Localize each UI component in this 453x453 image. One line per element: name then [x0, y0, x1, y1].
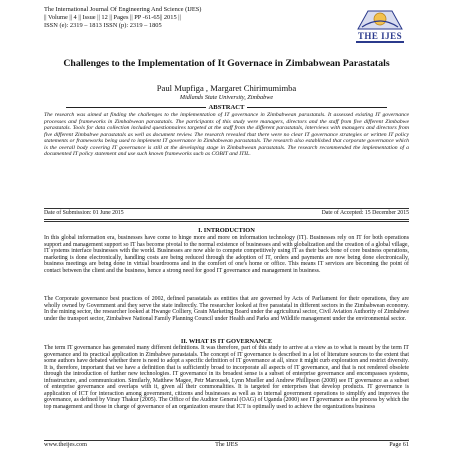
paper-authors: Paul Mupfiga , Margaret Chirimumimba	[156, 83, 297, 93]
footer-page-number: Page 61	[389, 441, 409, 448]
paper-affiliation: Midlands State University, Zimbabwe	[179, 94, 274, 101]
dates-top-divider	[44, 208, 409, 209]
dates-divider-2	[44, 221, 409, 222]
intro-paragraph-2: The Corporate governance best practices of 2002, defined parastatals as entities that are governed by Acts of Parliament for their operations, they are wholly owned by Government and they serve the state indirectly. The researcher looked at five parastatal in different sectors in the Zimbabwean economy. In the mining sector, the researcher looked at Hwange Colliery, Grain Marketing Board under the agricultural sector, Civil Aviation Authority of Zimbabwe under the transport sector, Zimbabwe National Family Planning Council under Health and Parks and Wildlife management under the environmental sector.	[44, 296, 409, 322]
footer-journal: The IJES	[215, 441, 238, 448]
abstract-heading-text: ABSTRACT	[208, 104, 245, 111]
intro-paragraph-1: In this global information era, businesses have come to hinge more and more on information technology (IT). Businesses rely on IT for both operations support and management support so IT has become pivotal to the normal existence of businesses and with globalization and the creation of a global village, IT systems interface businesses with the world. Businesses are now able to compete competitively using IT as their back bone of core business operations, marketing is done electronically, handling costs are being reduced through the adoption of IT, orders and payments are now being done electronically, business meetings are being done in virtual boardrooms and in the comfort of one's home or office. This means IT services are becoming the point of contact between the client and the business, hence a strong need for good IT governance and management in business.	[44, 235, 409, 274]
abstract-rule-left	[66, 107, 206, 108]
abstract-rule-right	[247, 107, 387, 108]
journal-header	[44, 6, 344, 30]
journal-name: The International Journal Of Engineering And Science (IJES)	[44, 6, 202, 13]
volume-info: || Volume || 4 || Issue || 12 || Pages || PP -61-65|| 2015 ||	[44, 14, 181, 21]
abstract-text: The research was aimed at finding the challenges to the implementation of IT governance in Zimbabwean parastatals. It assessed existing IT governance processes and frameworks in Zimbabwean parastatals. The participants of this study were managers, directors and the staff from five different Zimbabwe parastatals. Tools for data collection included questionnaires targeted at the staff from the different parastatals, interviews with managers and directors from five different Zimbabwe parastatals as well as document review. The research revealed that there were no clear IT governance strategies or written IT policy statements or frameworks being used to implement IT governance in Zimbabwean parastatals. The research also established that corporate governance which is the overall body covering IT governance is still at the developing stage in Zimbabwean parastatals. The research recommended the implementation of a documented IT policy statement and use such known frameworks such as COBIT and ITIL.	[44, 112, 409, 157]
date-submission: Date of Submission: 01 June 2015	[44, 210, 124, 216]
journal-logo	[352, 5, 408, 47]
logo-label: THE IJES	[357, 31, 403, 41]
date-accepted: Date of Accepted: 15 December 2015	[321, 210, 409, 216]
governance-paragraph-1: The term IT governance has generated many different definitions. It was therefore, part of this study to arrive at a view as to what is meant by the term IT governance and its practical application in Zimbabwe parastatals. The concept of IT governance is described in a lot of literature sources to the extent that some authors have debated whether there is need to adopt a specific definition of IT governance at all, since it might curb exploration and restrict diversity. It is, therefore, important that we have a definition that is sufficiently broad to incorporate all aspects of IT governance, and that is not rendered obsolete through the introduction of further new technologies. IT governance in its broadest sense is a subset of enterprise governance and encompasses systems, infrastructure, and communication. Similarly, Matthew Magee, Petr Marousek, Lynn Mueller and Andrew Phillipson (2008) see IT governance as a subset of enterprise governance and overlaps with it, given all their commonalities. It is targeted for enterprises that develop products. IT governance is application of ICT for interaction among government, citizens and businesses as well as in internal government operations to simplify and improves the governance, as defined by Vinay Thakur (2005). The Office of the Auditor General (OAG) of Uganda (2000) see IT governance as the process by which the top management and those in charge of governance of an organization ensure that ICT is optimally used to achieve the organizations business	[44, 345, 409, 410]
dates-divider-1	[44, 219, 409, 220]
abstract-heading	[44, 104, 409, 111]
footer-website: www.theijes.com	[44, 441, 87, 448]
issn-info: ISSN (e): 2319 – 1813 ISSN (p): 2319 – 1805	[44, 22, 162, 29]
section-heading-introduction: I. INTRODUCTION	[198, 227, 255, 234]
section-heading-it-governance: II. WHAT IS IT GOVERNANCE	[180, 338, 273, 345]
paper-title: Challenges to the Implementation of It Governace in Zimbabwean Parastatals	[63, 58, 390, 69]
